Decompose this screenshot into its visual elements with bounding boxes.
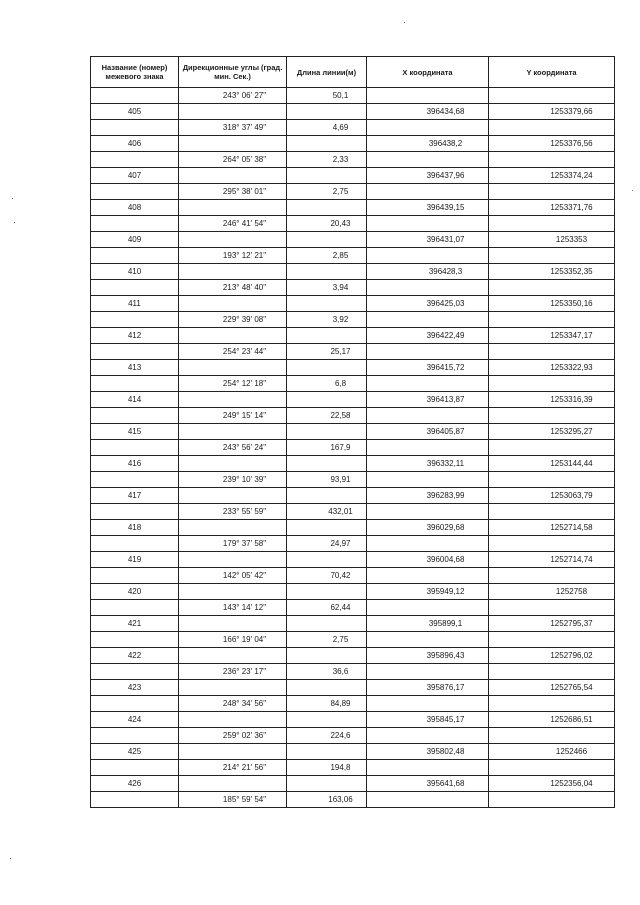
mark-name-cell: 413 (91, 360, 179, 376)
line-length-cell (287, 200, 367, 216)
table-row (91, 728, 615, 744)
line-length-cell: 70,42 (287, 568, 367, 584)
table-row (91, 696, 615, 712)
y-coordinate-cell: 1253371,76 (489, 200, 615, 216)
mark-name-cell: 406 (91, 136, 179, 152)
mark-name-cell (91, 440, 179, 456)
mark-name-cell: 417 (91, 488, 179, 504)
line-length-cell (287, 328, 367, 344)
x-coordinate-cell (367, 376, 489, 392)
mark-name-cell: 419 (91, 552, 179, 568)
y-coordinate-cell (489, 280, 615, 296)
x-coordinate-cell (367, 216, 489, 232)
table-header-row (91, 57, 615, 88)
line-length-cell: 25,17 (287, 344, 367, 360)
mark-name-cell (91, 760, 179, 776)
table-row (91, 744, 615, 760)
scan-speck (632, 190, 633, 191)
x-coordinate-cell: 396413,87 (367, 392, 489, 408)
x-coordinate-cell: 395876,17 (367, 680, 489, 696)
direction-angle-cell (179, 424, 287, 440)
direction-angle-cell: 249° 15' 14" (179, 408, 287, 424)
table-row (91, 472, 615, 488)
y-coordinate-cell: 1253379,66 (489, 104, 615, 120)
mark-name-cell: 407 (91, 168, 179, 184)
mark-name-cell: 411 (91, 296, 179, 312)
x-coordinate-cell (367, 312, 489, 328)
direction-angle-cell: 243° 06' 27" (179, 88, 287, 104)
table-row (91, 232, 615, 248)
x-coordinate-cell (367, 728, 489, 744)
line-length-cell (287, 744, 367, 760)
x-coordinate-cell (367, 152, 489, 168)
y-coordinate-cell (489, 248, 615, 264)
y-coordinate-cell (489, 88, 615, 104)
y-coordinate-cell: 1253350,16 (489, 296, 615, 312)
table-row (91, 504, 615, 520)
line-length-cell: 224,6 (287, 728, 367, 744)
x-coordinate-cell: 396428,3 (367, 264, 489, 280)
direction-angle-cell (179, 200, 287, 216)
y-coordinate-cell (489, 536, 615, 552)
x-coordinate-cell: 396415,72 (367, 360, 489, 376)
table-row (91, 424, 615, 440)
x-coordinate-cell: 396332,11 (367, 456, 489, 472)
x-coordinate-cell: 396405,87 (367, 424, 489, 440)
mark-name-cell: 425 (91, 744, 179, 760)
table-row (91, 104, 615, 120)
line-length-cell: 93,91 (287, 472, 367, 488)
direction-angle-cell: 318° 37' 49" (179, 120, 287, 136)
y-coordinate-cell (489, 568, 615, 584)
line-length-cell (287, 680, 367, 696)
mark-name-cell (91, 184, 179, 200)
direction-angle-cell: 254° 23' 44" (179, 344, 287, 360)
line-length-cell: 2,75 (287, 184, 367, 200)
x-coordinate-cell (367, 632, 489, 648)
y-coordinate-cell: 1252686,51 (489, 712, 615, 728)
line-length-cell: 4,69 (287, 120, 367, 136)
line-length-cell: 2,33 (287, 152, 367, 168)
table-row (91, 280, 615, 296)
mark-name-cell (91, 344, 179, 360)
direction-angle-cell (179, 552, 287, 568)
y-coordinate-cell: 1252466 (489, 744, 615, 760)
y-coordinate-cell (489, 664, 615, 680)
table-row (91, 200, 615, 216)
mark-name-cell (91, 216, 179, 232)
mark-name-cell (91, 88, 179, 104)
y-coordinate-cell (489, 120, 615, 136)
direction-angle-cell: 142° 05' 42" (179, 568, 287, 584)
line-length-cell (287, 648, 367, 664)
y-coordinate-cell (489, 792, 615, 808)
line-length-cell (287, 712, 367, 728)
direction-angle-cell: 185° 59' 54" (179, 792, 287, 808)
mark-name-cell (91, 600, 179, 616)
mark-name-cell (91, 248, 179, 264)
direction-angle-cell (179, 136, 287, 152)
x-coordinate-cell (367, 184, 489, 200)
header-direction-angle: Дирекционные углы (град. мин. Сек.) (179, 57, 287, 88)
x-coordinate-cell: 396283,99 (367, 488, 489, 504)
mark-name-cell: 422 (91, 648, 179, 664)
x-coordinate-cell (367, 568, 489, 584)
direction-angle-cell (179, 712, 287, 728)
mark-name-cell (91, 504, 179, 520)
table-row (91, 312, 615, 328)
direction-angle-cell: 239° 10' 39" (179, 472, 287, 488)
mark-name-cell (91, 120, 179, 136)
line-length-cell: 24,97 (287, 536, 367, 552)
x-coordinate-cell: 396431,07 (367, 232, 489, 248)
y-coordinate-cell: 1252795,37 (489, 616, 615, 632)
direction-angle-cell (179, 616, 287, 632)
mark-name-cell: 426 (91, 776, 179, 792)
table-row (91, 536, 615, 552)
y-coordinate-cell (489, 152, 615, 168)
direction-angle-cell (179, 392, 287, 408)
x-coordinate-cell (367, 760, 489, 776)
y-coordinate-cell: 1253316,39 (489, 392, 615, 408)
direction-angle-cell (179, 520, 287, 536)
mark-name-cell (91, 408, 179, 424)
table-row (91, 296, 615, 312)
x-coordinate-cell: 395845,17 (367, 712, 489, 728)
mark-name-cell: 420 (91, 584, 179, 600)
line-length-cell: 432,01 (287, 504, 367, 520)
x-coordinate-cell: 395949,12 (367, 584, 489, 600)
x-coordinate-cell (367, 600, 489, 616)
mark-name-cell (91, 312, 179, 328)
table-row (91, 168, 615, 184)
direction-angle-cell (179, 584, 287, 600)
y-coordinate-cell (489, 760, 615, 776)
table-row (91, 680, 615, 696)
table-row (91, 616, 615, 632)
mark-name-cell (91, 568, 179, 584)
y-coordinate-cell (489, 696, 615, 712)
direction-angle-cell: 248° 34' 56" (179, 696, 287, 712)
x-coordinate-cell (367, 472, 489, 488)
table-row (91, 328, 615, 344)
y-coordinate-cell: 1252758 (489, 584, 615, 600)
line-length-cell (287, 168, 367, 184)
y-coordinate-cell: 1253322,93 (489, 360, 615, 376)
y-coordinate-cell: 1253144,44 (489, 456, 615, 472)
table-row (91, 440, 615, 456)
y-coordinate-cell: 1252765,54 (489, 680, 615, 696)
direction-angle-cell: 236° 23' 17" (179, 664, 287, 680)
boundary-marks-table (90, 56, 615, 808)
x-coordinate-cell (367, 344, 489, 360)
direction-angle-cell: 179° 37' 58" (179, 536, 287, 552)
table-row (91, 136, 615, 152)
table-row (91, 408, 615, 424)
table-row (91, 376, 615, 392)
line-length-cell (287, 584, 367, 600)
line-length-cell: 2,85 (287, 248, 367, 264)
line-length-cell (287, 456, 367, 472)
y-coordinate-cell: 1253376,56 (489, 136, 615, 152)
line-length-cell: 84,89 (287, 696, 367, 712)
direction-angle-cell: 264° 05' 38" (179, 152, 287, 168)
y-coordinate-cell (489, 408, 615, 424)
scan-speck (10, 858, 11, 859)
x-coordinate-cell (367, 280, 489, 296)
line-length-cell: 163,06 (287, 792, 367, 808)
direction-angle-cell: 214° 21' 56" (179, 760, 287, 776)
table-row (91, 392, 615, 408)
table-row (91, 248, 615, 264)
header-x-coordinate: X координата (367, 57, 489, 88)
y-coordinate-cell (489, 216, 615, 232)
line-length-cell: 6,8 (287, 376, 367, 392)
table-row (91, 584, 615, 600)
y-coordinate-cell (489, 184, 615, 200)
table-row (91, 520, 615, 536)
direction-angle-cell (179, 680, 287, 696)
table-row (91, 120, 615, 136)
table-row (91, 88, 615, 104)
mark-name-cell (91, 664, 179, 680)
mark-name-cell: 409 (91, 232, 179, 248)
line-length-cell (287, 424, 367, 440)
direction-angle-cell (179, 456, 287, 472)
table-row (91, 184, 615, 200)
mark-name-cell (91, 472, 179, 488)
table-row (91, 760, 615, 776)
line-length-cell (287, 264, 367, 280)
line-length-cell: 194,8 (287, 760, 367, 776)
table-row (91, 152, 615, 168)
line-length-cell: 167,9 (287, 440, 367, 456)
line-length-cell (287, 296, 367, 312)
direction-angle-cell (179, 264, 287, 280)
table-row (91, 552, 615, 568)
direction-angle-cell: 259° 02' 36" (179, 728, 287, 744)
x-coordinate-cell: 396434,68 (367, 104, 489, 120)
direction-angle-cell: 233° 55' 59" (179, 504, 287, 520)
x-coordinate-cell (367, 440, 489, 456)
mark-name-cell: 405 (91, 104, 179, 120)
mark-name-cell: 412 (91, 328, 179, 344)
mark-name-cell: 424 (91, 712, 179, 728)
x-coordinate-cell (367, 696, 489, 712)
line-length-cell (287, 392, 367, 408)
x-coordinate-cell (367, 792, 489, 808)
x-coordinate-cell (367, 504, 489, 520)
line-length-cell (287, 136, 367, 152)
line-length-cell (287, 232, 367, 248)
x-coordinate-cell: 395899,1 (367, 616, 489, 632)
table-row (91, 648, 615, 664)
header-line-length: Длина линии(м) (287, 57, 367, 88)
mark-name-cell: 410 (91, 264, 179, 280)
y-coordinate-cell (489, 728, 615, 744)
line-length-cell: 22,58 (287, 408, 367, 424)
x-coordinate-cell: 396004,68 (367, 552, 489, 568)
mark-name-cell: 408 (91, 200, 179, 216)
direction-angle-cell: 243° 56' 24" (179, 440, 287, 456)
header-mark-name: Название (номер) межевого знака (91, 57, 179, 88)
y-coordinate-cell: 1253295,27 (489, 424, 615, 440)
mark-name-cell: 418 (91, 520, 179, 536)
direction-angle-cell (179, 296, 287, 312)
mark-name-cell (91, 280, 179, 296)
table-row (91, 360, 615, 376)
mark-name-cell (91, 728, 179, 744)
y-coordinate-cell (489, 440, 615, 456)
y-coordinate-cell: 1253352,35 (489, 264, 615, 280)
mark-name-cell (91, 792, 179, 808)
mark-name-cell: 415 (91, 424, 179, 440)
table-row (91, 632, 615, 648)
y-coordinate-cell (489, 376, 615, 392)
y-coordinate-cell: 1252796,02 (489, 648, 615, 664)
direction-angle-cell (179, 232, 287, 248)
direction-angle-cell: 229° 39' 08" (179, 312, 287, 328)
direction-angle-cell: 166° 19' 04" (179, 632, 287, 648)
direction-angle-cell: 254° 12' 18" (179, 376, 287, 392)
x-coordinate-cell: 396439,15 (367, 200, 489, 216)
line-length-cell (287, 360, 367, 376)
line-length-cell: 20,43 (287, 216, 367, 232)
table-row (91, 264, 615, 280)
x-coordinate-cell: 396438,2 (367, 136, 489, 152)
table-row (91, 488, 615, 504)
mark-name-cell (91, 376, 179, 392)
x-coordinate-cell: 396029,68 (367, 520, 489, 536)
table-row (91, 456, 615, 472)
table-row (91, 712, 615, 728)
x-coordinate-cell (367, 664, 489, 680)
line-length-cell: 3,92 (287, 312, 367, 328)
direction-angle-cell (179, 360, 287, 376)
scan-speck (404, 22, 405, 23)
x-coordinate-cell: 395802,48 (367, 744, 489, 760)
line-length-cell (287, 520, 367, 536)
direction-angle-cell (179, 648, 287, 664)
y-coordinate-cell: 1253374,24 (489, 168, 615, 184)
mark-name-cell: 416 (91, 456, 179, 472)
table-row (91, 344, 615, 360)
y-coordinate-cell: 1253347,17 (489, 328, 615, 344)
line-length-cell (287, 488, 367, 504)
y-coordinate-cell: 1253063,79 (489, 488, 615, 504)
scan-speck (14, 222, 15, 223)
mark-name-cell: 423 (91, 680, 179, 696)
y-coordinate-cell: 1253353 (489, 232, 615, 248)
direction-angle-cell: 295° 38' 01" (179, 184, 287, 200)
x-coordinate-cell (367, 536, 489, 552)
x-coordinate-cell: 396425,03 (367, 296, 489, 312)
line-length-cell (287, 104, 367, 120)
y-coordinate-cell: 1252714,58 (489, 520, 615, 536)
y-coordinate-cell: 1252714,74 (489, 552, 615, 568)
y-coordinate-cell (489, 472, 615, 488)
x-coordinate-cell (367, 248, 489, 264)
y-coordinate-cell (489, 632, 615, 648)
x-coordinate-cell: 396422,49 (367, 328, 489, 344)
x-coordinate-cell: 395896,43 (367, 648, 489, 664)
x-coordinate-cell (367, 408, 489, 424)
x-coordinate-cell: 396437,96 (367, 168, 489, 184)
table-row (91, 664, 615, 680)
table-row (91, 792, 615, 808)
line-length-cell: 62,44 (287, 600, 367, 616)
direction-angle-cell: 193° 12' 21" (179, 248, 287, 264)
y-coordinate-cell: 1252356,04 (489, 776, 615, 792)
direction-angle-cell: 246° 41' 54" (179, 216, 287, 232)
mark-name-cell (91, 536, 179, 552)
direction-angle-cell: 143° 14' 12" (179, 600, 287, 616)
y-coordinate-cell (489, 312, 615, 328)
y-coordinate-cell (489, 344, 615, 360)
direction-angle-cell: 213° 48' 40" (179, 280, 287, 296)
line-length-cell: 2,75 (287, 632, 367, 648)
direction-angle-cell (179, 168, 287, 184)
mark-name-cell: 414 (91, 392, 179, 408)
x-coordinate-cell: 395641,68 (367, 776, 489, 792)
mark-name-cell (91, 632, 179, 648)
table-row (91, 568, 615, 584)
x-coordinate-cell (367, 120, 489, 136)
x-coordinate-cell (367, 88, 489, 104)
mark-name-cell (91, 152, 179, 168)
line-length-cell (287, 552, 367, 568)
table-row (91, 216, 615, 232)
direction-angle-cell (179, 488, 287, 504)
direction-angle-cell (179, 104, 287, 120)
line-length-cell (287, 776, 367, 792)
header-y-coordinate: Y координата (489, 57, 615, 88)
line-length-cell: 50,1 (287, 88, 367, 104)
mark-name-cell (91, 696, 179, 712)
table-row (91, 776, 615, 792)
y-coordinate-cell (489, 504, 615, 520)
table-row (91, 600, 615, 616)
line-length-cell: 36,6 (287, 664, 367, 680)
direction-angle-cell (179, 776, 287, 792)
direction-angle-cell (179, 744, 287, 760)
line-length-cell (287, 616, 367, 632)
y-coordinate-cell (489, 600, 615, 616)
scan-speck (12, 198, 13, 199)
mark-name-cell: 421 (91, 616, 179, 632)
line-length-cell: 3,94 (287, 280, 367, 296)
direction-angle-cell (179, 328, 287, 344)
